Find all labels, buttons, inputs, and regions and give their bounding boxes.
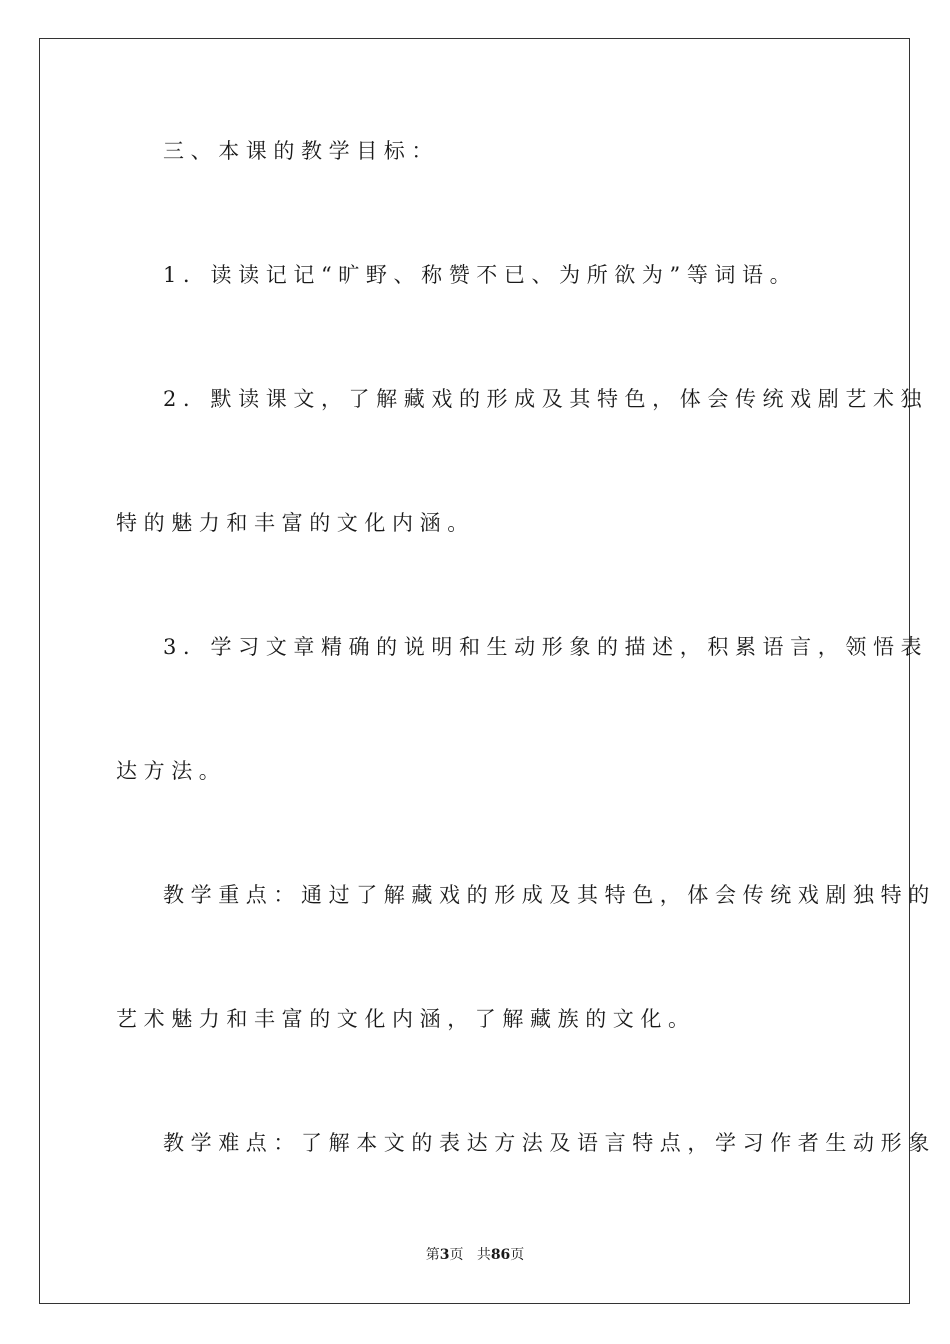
footer-total-pages: 86 [490,1247,511,1263]
footer-page-number: 3 [439,1247,450,1263]
key-point-line-2: 艺术魅力和丰富的文化内涵，了解藏族的文化。 [116,1007,696,1031]
key-point-line-1: 教学重点：通过了解藏戏的形成及其特色，体会传统戏剧独特的 [163,883,936,907]
footer-page-prefix: 第 [425,1247,440,1263]
objective-3-line-1: 3．学习文章精确的说明和生动形象的描述，积累语言，领悟表 [163,635,929,659]
objective-1: 1．读读记记“旷野、称赞不已、为所欲为”等词语。 [163,263,798,287]
section-heading: 三、本课的教学目标： [163,139,439,163]
footer-page-suffix: 页 [449,1247,464,1263]
footer-total-suffix: 页 [510,1247,525,1263]
objective-2-line-1: 2．默读课文，了解藏戏的形成及其特色，体会传统戏剧艺术独 [163,387,929,411]
footer-total-prefix: 共 [476,1247,491,1263]
difficulty-line-1: 教学难点：了解本文的表达方法及语言特点，学习作者生动形象 [163,1131,936,1155]
page-border [39,38,936,1304]
page-footer [0,1244,950,1264]
objective-3-line-2: 达方法。 [116,759,227,783]
objective-2-line-2: 特的魅力和丰富的文化内涵。 [116,511,475,535]
